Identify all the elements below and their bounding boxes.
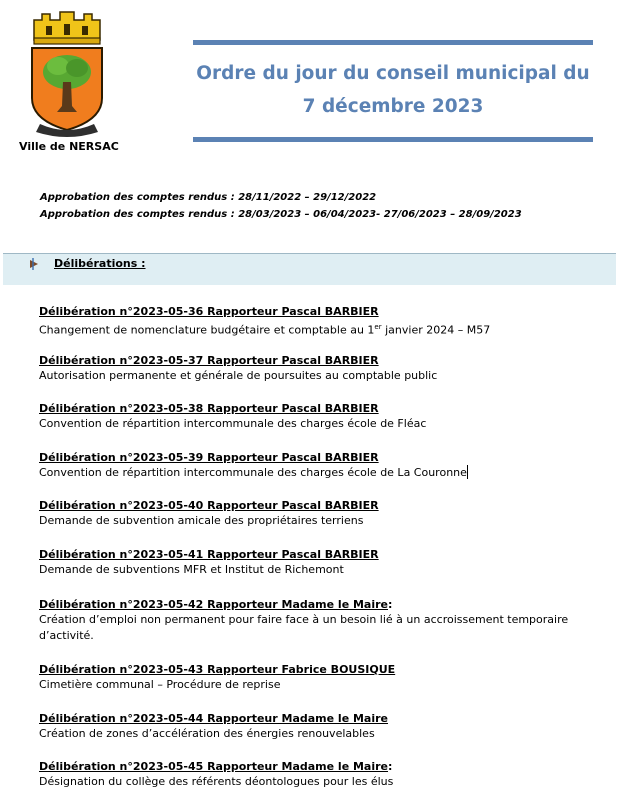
list-item — [39, 304, 579, 339]
item-body: Autorisation permanente et générale de poursuites au comptable public — [39, 369, 438, 382]
approval-line: Approbation des comptes rendus : 28/03/2023 – 06/04/2023- 27/06/2023 – 28/09/2023 — [40, 209, 522, 220]
list-item — [39, 498, 579, 529]
title-rule-bottom — [193, 137, 593, 142]
item-body: Création d’emploi non permanent pour faire face à un besoin lié à un accroissement temporaire d’activité. — [39, 613, 569, 642]
list-item — [39, 597, 579, 644]
item-heading: Délibération n°2023-05-42 Rapporteur Madame le Maire: — [39, 598, 393, 611]
item-body: Création de zones d’accélération des énergies renouvelables — [39, 727, 375, 740]
list-item — [39, 401, 579, 432]
item-heading: Délibération n°2023-05-39 Rapporteur Pascal BARBIER — [39, 451, 379, 464]
item-body: Changement de nomenclature budgétaire et comptable au 1er janvier 2024 – M57 — [39, 323, 491, 337]
title-line-2: 7 décembre 2023 — [302, 96, 484, 117]
list-item — [39, 353, 579, 384]
list-item — [39, 759, 579, 790]
deliberations-section-header — [3, 253, 616, 285]
list-item — [39, 711, 579, 742]
item-body: Convention de répartition intercommunale des charges école de Fléac — [39, 417, 427, 430]
item-body: Désignation du collège des référents déontologues pour les élus — [39, 775, 394, 788]
bullet-arrow-icon — [28, 258, 40, 270]
item-heading: Délibération n°2023-05-40 Rapporteur Pascal BARBIER — [39, 499, 379, 512]
item-heading: Délibération n°2023-05-43 Rapporteur Fabrice BOUSIQUE — [39, 663, 396, 676]
item-body: Demande de subventions MFR et Institut de Richemont — [39, 563, 344, 576]
item-heading: Délibération n°2023-05-41 Rapporteur Pascal BARBIER — [39, 548, 379, 561]
list-item — [39, 662, 579, 693]
item-heading: Délibération n°2023-05-45 Rapporteur Madame le Maire: — [39, 760, 393, 773]
title-rule-top — [193, 40, 593, 45]
text-cursor — [467, 465, 468, 479]
item-heading: Délibération n°2023-05-38 Rapporteur Pascal BARBIER — [39, 402, 379, 415]
item-heading: Délibération n°2023-05-37 Rapporteur Pascal BARBIER — [39, 354, 379, 367]
item-body: Demande de subvention amicale des propriétaires terriens — [39, 514, 364, 527]
approval-line: Approbation des comptes rendus : 28/11/2022 – 29/12/2022 — [40, 192, 377, 203]
page-title — [193, 57, 593, 123]
item-heading: Délibération n°2023-05-36 Rapporteur Pascal BARBIER — [39, 305, 379, 318]
item-body: Convention de répartition intercommunale des charges école de La Couronne — [39, 466, 467, 479]
deliberations-heading: Délibérations : — [54, 257, 146, 270]
item-body: Cimetière communal – Procédure de reprise — [39, 678, 281, 691]
item-heading: Délibération n°2023-05-44 Rapporteur Madame le Maire — [39, 712, 389, 725]
town-label: Ville de NERSAC — [19, 140, 119, 153]
list-item — [39, 450, 579, 481]
approvals-block — [40, 189, 522, 223]
title-line-1: Ordre du jour du conseil municipal du — [196, 63, 590, 84]
town-crest-logo — [24, 10, 110, 138]
list-item — [39, 547, 579, 578]
